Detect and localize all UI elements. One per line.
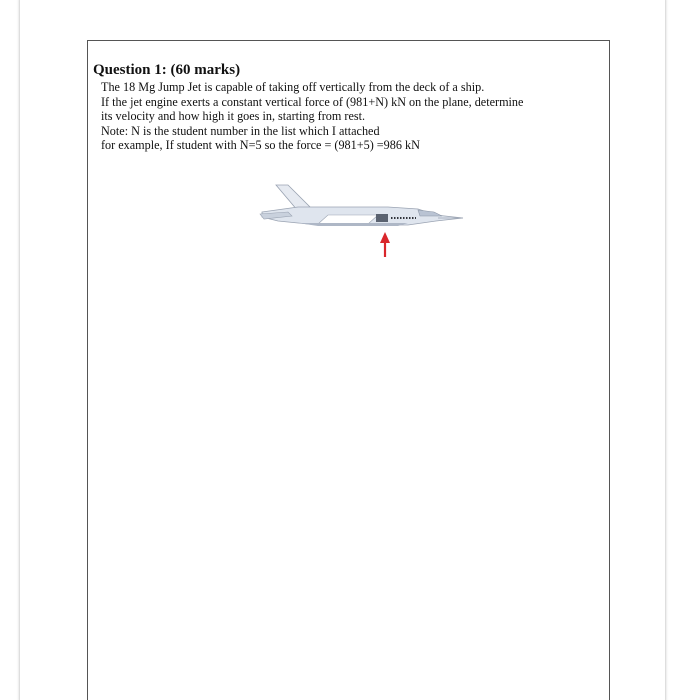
question-line: The 18 Mg Jump Jet is capable of taking off vertically from the deck of a ship.	[101, 80, 485, 94]
question-line: Note: N is the student number in the list which I attached	[101, 123, 380, 138]
question-text	[101, 80, 601, 153]
document-page	[20, 0, 665, 700]
question-line: If the jet engine exerts a constant vertical force of (981+N) kN on the plane, determine	[101, 94, 524, 109]
question-box	[87, 40, 610, 700]
upward-force-arrow-icon	[380, 232, 390, 257]
question-title: Question 1: (60 marks)	[93, 62, 241, 78]
question-line: for example, If student with N=5 so the force = (981+5) =986 kN	[101, 138, 420, 153]
jump-jet-figure	[258, 169, 468, 261]
question-line: its velocity and how high it goes in, starting from rest.	[101, 109, 366, 124]
jump-jet-illustration	[260, 185, 463, 226]
